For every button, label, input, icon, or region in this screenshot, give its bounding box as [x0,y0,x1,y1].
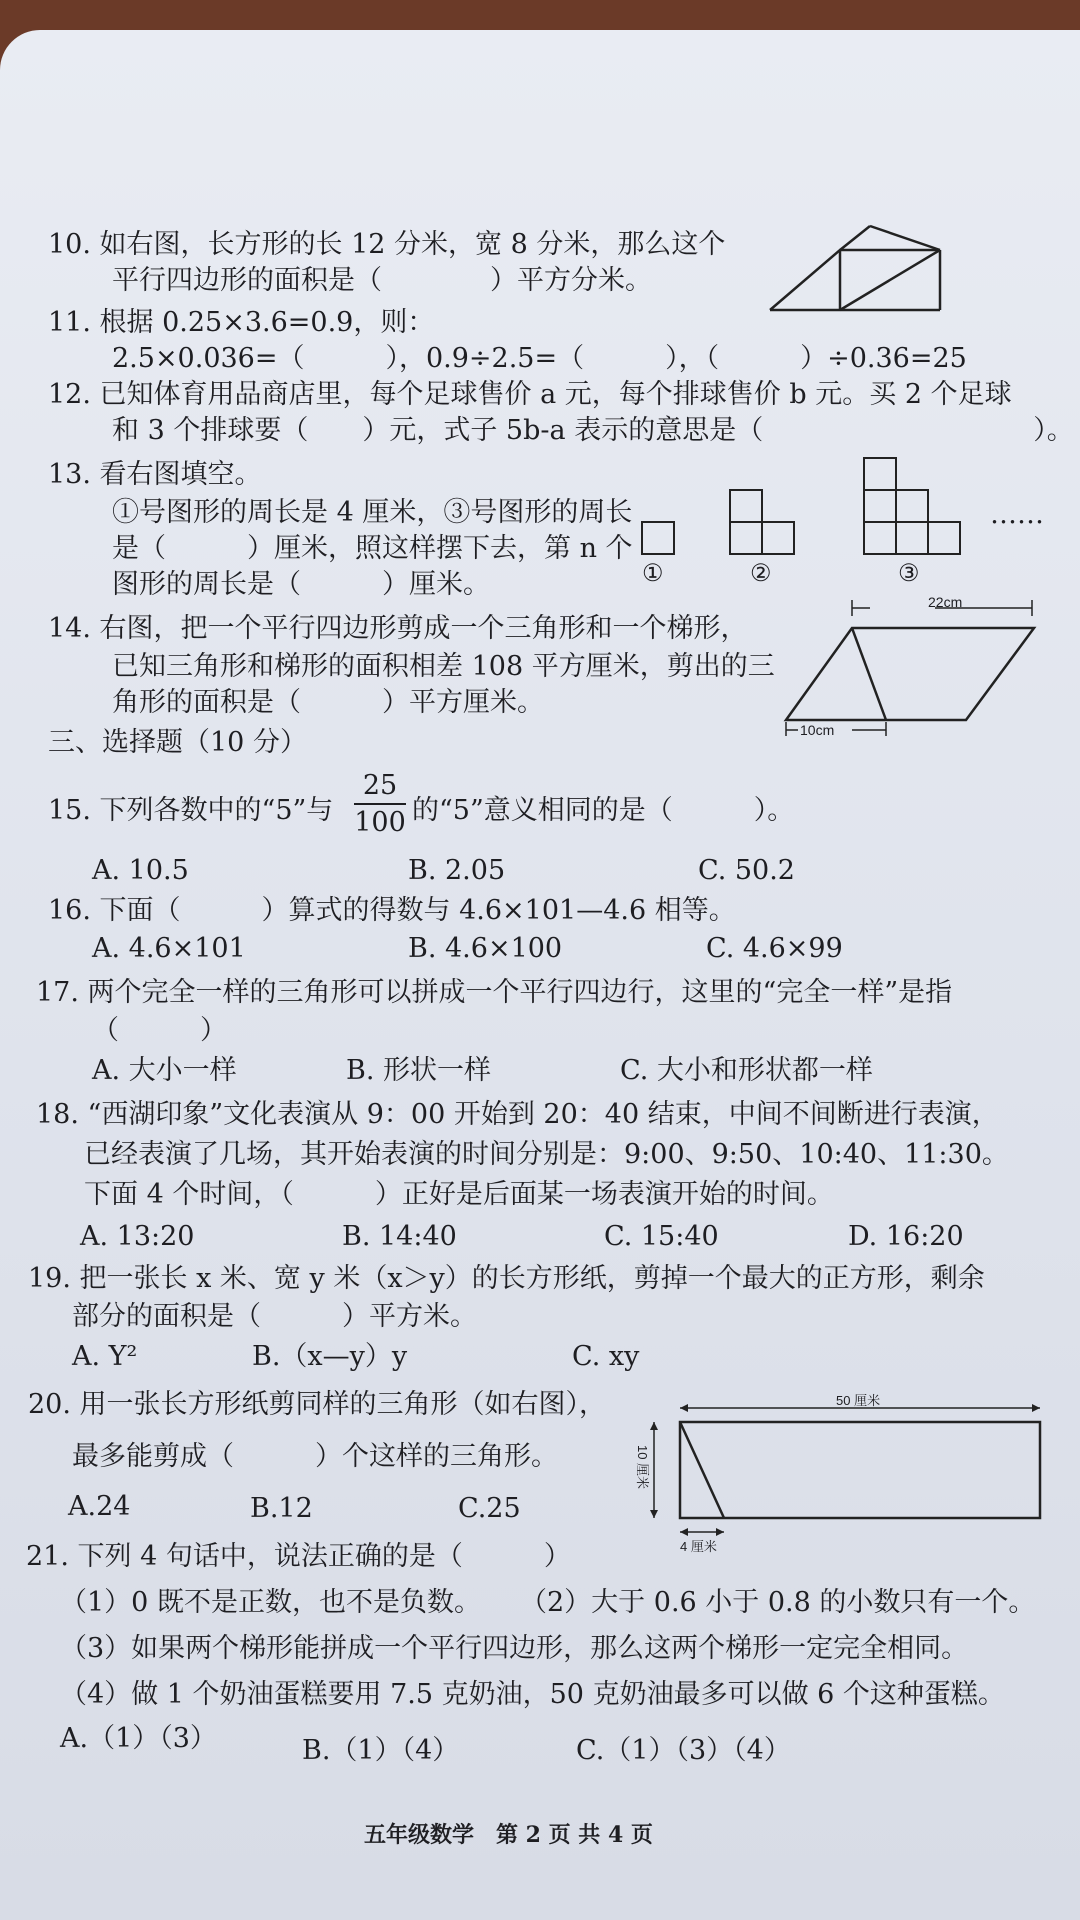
q12-line2: 和 3 个排球要（ ）元，式子 5b-a 表示的意思是（ ）。 [112,415,1074,446]
q20-width-label: 10 厘米 [635,1444,651,1490]
section-title: 三、选择题（10 分） [48,727,307,758]
q19-option-b: B.（x—y）y [252,1341,408,1372]
q20-length-label: 50 厘米 [836,1393,881,1408]
q21-statement-2: （2）大于 0.6 小于 0.8 的小数只有一个。 [520,1587,1036,1618]
q15-option-a: A. 10.5 [92,855,189,886]
q11-line2: 2.5×0.036=（ ），0.9÷2.5=（ ），（ ）÷0.36=25 [112,343,967,374]
q17-line2: （ ） [92,1015,227,1046]
q21-statement-1: （1）0 既不是正数，也不是负数。 [60,1587,481,1618]
q15-option-b: B. 2.05 [408,855,506,886]
q21-option-c: C.（1）（3）（4） [576,1735,791,1766]
q14-top-label: 22cm [928,594,963,610]
q18-option-a: A. 13:20 [80,1221,195,1252]
q13-ellipsis: …… [990,499,1044,530]
q18-line2: 已经表演了几场，其开始表演的时间分别是：9:00、9:50、10:40、11:30。 [84,1139,1009,1170]
q21-option-a: A.（1）（3） [60,1723,217,1754]
q15-numerator: 25 [362,770,398,801]
q19-line2: 部分的面积是（ ）平方米。 [72,1301,477,1332]
q10-line1: 10. 如右图，长方形的长 12 分米，宽 8 分米，那么这个 [48,229,726,260]
q17-line1: 17. 两个完全一样的三角形可以拼成一个平行四边行，这里的“完全一样”是指 [36,977,953,1008]
q16-option-a: A. 4.6×101 [92,933,246,964]
q14-line1: 14. 右图，把一个平行四边形剪成一个三角形和一个梯形， [48,613,748,644]
q19-option-a: A. Y² [72,1341,138,1372]
q17-option-a: A. 大小一样 [92,1055,237,1086]
q20-line2: 最多能剪成（ ）个这样的三角形。 [72,1441,558,1472]
q13-line2: ①号图形的周长是 4 厘米，③号图形的周长 [112,497,633,528]
q18-line3: 下面 4 个时间，（ ）正好是后面某一场表演开始的时间。 [84,1179,834,1210]
q18-option-b: B. 14:40 [342,1221,457,1252]
q13-label-2: ② [750,559,772,587]
q15-text-before: 15. 下列各数中的“5”与 [48,795,334,826]
q17-option-b: B. 形状一样 [346,1055,492,1086]
q18-option-d: D. 16:20 [848,1221,964,1252]
q16-option-b: B. 4.6×100 [408,933,563,964]
q14-figure [780,596,1040,736]
q10-line2: 平行四边形的面积是（ ）平方分米。 [112,265,652,296]
q15-fraction [350,770,410,838]
q18-line1: 18. “西湖印象”文化表演从 9：00 开始到 20：40 结束，中间不间断进行表演， [36,1099,999,1130]
q11-line1: 11. 根据 0.25×3.6=0.9，则： [48,307,435,338]
q19-option-c: C. xy [572,1341,640,1372]
q19-line1: 19. 把一张长 x 米、宽 y 米（x＞y）的长方形纸，剪掉一个最大的正方形，剩余 [28,1263,985,1294]
q13-line1: 13. 看右图填空。 [48,459,262,490]
q12-line1: 12. 已知体育用品商店里，每个足球售价 a 元，每个排球售价 b 元。买 2 个足球 [48,379,1012,410]
q20-line1: 20. 用一张长方形纸剪同样的三角形（如右图）， [28,1389,607,1420]
q13-label-1: ① [642,559,664,587]
q15-option-c: C. 50.2 [698,855,795,886]
q20-option-b: B.12 [250,1493,313,1524]
q21-line1: 21. 下列 4 句话中，说法正确的是（ ） [26,1541,571,1572]
page-footer: 五年级数学 第 2 页 共 4 页 [364,1822,653,1848]
q17-option-c: C. 大小和形状都一样 [620,1055,873,1086]
q16-option-c: C. 4.6×99 [706,933,843,964]
q13-line4: 图形的周长是（ ）厘米。 [112,569,490,600]
q21-statement-4: （4）做 1 个奶油蛋糕要用 7.5 克奶油，50 克奶油最多可以做 6 个这种蛋糕。 [60,1679,1005,1710]
q21-option-b: B.（1）（4） [302,1735,460,1766]
q20-option-a: A.24 [68,1491,131,1522]
q20-base-label: 4 厘米 [680,1539,717,1554]
q16-line1: 16. 下面（ ）算式的得数与 4.6×101—4.6 相等。 [48,895,736,926]
q21-statement-3: （3）如果两个梯形能拼成一个平行四边形，那么这两个梯形一定完全相同。 [60,1633,969,1664]
q10-figure [760,220,960,320]
q13-line3: 是（ ）厘米，照这样摆下去，第 n 个 [112,533,633,564]
q20-option-c: C.25 [458,1493,521,1524]
q14-bottom-label: 10cm [800,722,835,738]
q14-line3: 角形的面积是（ ）平方厘米。 [112,687,544,718]
q13-label-3: ③ [898,559,920,587]
q14-line2: 已知三角形和梯形的面积相差 108 平方厘米，剪出的三 [112,651,775,682]
q18-option-c: C. 15:40 [604,1221,719,1252]
q15-denominator: 100 [354,807,406,838]
q15-text-after: 的“5”意义相同的是（ ）。 [412,795,795,826]
